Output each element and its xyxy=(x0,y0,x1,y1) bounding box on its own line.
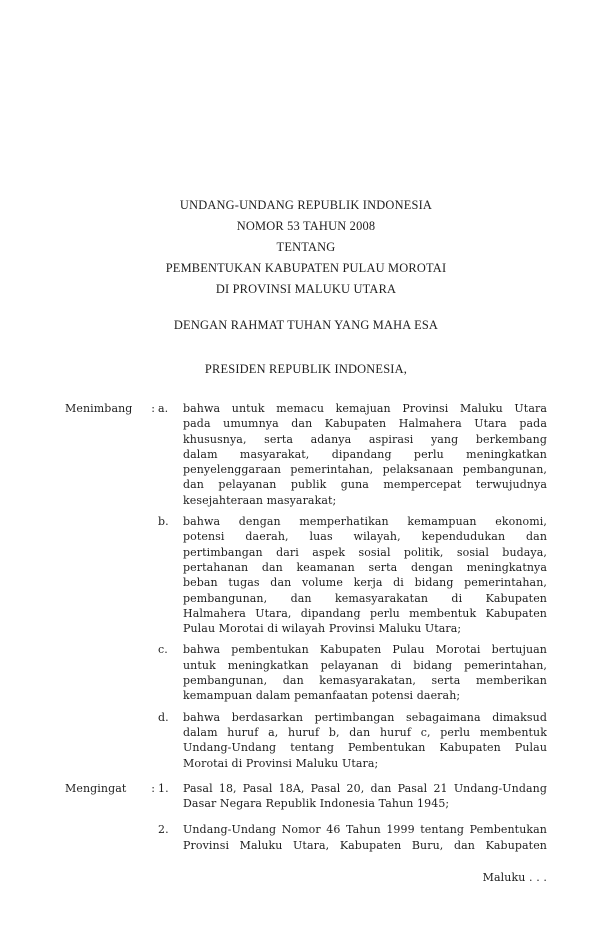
text-line: bahwa berdasarkan pertimbangan sebagaimana dimaksud xyxy=(183,710,547,724)
item-marker: b. xyxy=(158,515,169,529)
item-marker: c. xyxy=(158,643,168,657)
item-marker: 1. xyxy=(158,781,169,795)
text-line: khususnya, serta adanya aspirasi yang berkembang xyxy=(183,432,547,446)
text-line: untuk meningkatkan pelayanan di bidang pemerintahan, xyxy=(183,658,547,672)
item-text xyxy=(183,710,547,771)
text-line: pada umumnya dan Kabupaten Halmahera Utara pada xyxy=(183,417,547,431)
title-line-number-year: NOMOR 53 TAHUN 2008 xyxy=(236,219,376,233)
item-text xyxy=(183,514,547,636)
section-label-text: Mengingat xyxy=(65,781,127,795)
text-line: bahwa untuk memacu kemajuan Provinsi Maluku Utara xyxy=(183,402,547,415)
item-marker: 2. xyxy=(158,823,169,837)
text-line: pembangunan, dan kemasyarakatan di Kabupaten xyxy=(183,591,547,605)
text-line: Undang-Undang tentang Pembentukan Kabupaten Pulau xyxy=(183,741,547,755)
text-line: Pulau Morotai di wilayah Provinsi Maluku Utara; xyxy=(183,622,462,636)
item-text xyxy=(183,822,547,853)
title-line-province: DI PROVINSI MALUKU UTARA xyxy=(215,282,397,296)
text-line: bahwa pembentukan Kabupaten Pulau Morotai bertujuan xyxy=(183,643,547,657)
title-line-law-name: UNDANG-UNDANG REPUBLIK INDONESIA xyxy=(179,198,433,212)
document-body xyxy=(65,0,547,885)
text-line: Undang-Undang Nomor 46 Tahun 1999 tentang Pembentukan xyxy=(183,823,547,837)
text-line: dalam masyarakat, dipandang perlu meningkatkan xyxy=(183,447,547,461)
text-line: Pasal 18, Pasal 18A, Pasal 20, dan Pasal 21 Undang-Undang xyxy=(183,781,547,795)
item-text xyxy=(183,781,547,812)
consideration-item-a xyxy=(65,401,547,508)
text-line: beban tugas dan volume kerja di bidang pemerintahan, xyxy=(183,576,547,590)
item-marker: d. xyxy=(158,710,169,724)
consideration-item-c xyxy=(65,642,547,703)
section-label-text: Menimbang xyxy=(65,402,133,415)
section-label-menimbang xyxy=(65,401,158,416)
consideration-item-d xyxy=(65,710,547,771)
section-label-mengingat xyxy=(65,781,158,796)
authority-line: PRESIDEN REPUBLIK INDONESIA, xyxy=(204,362,408,376)
legal-basis-item-2 xyxy=(65,822,547,853)
text-line: Morotai di Provinsi Maluku Utara; xyxy=(183,756,379,770)
text-line: Provinsi Maluku Utara, Kabupaten Buru, dan Kabupaten xyxy=(183,838,547,852)
title-line-tentang: TENTANG xyxy=(276,240,336,254)
catchword: Maluku . . . xyxy=(482,871,547,885)
text-line: dan pelayanan publik guna mempercepat terwujudnya xyxy=(183,478,547,492)
text-line: dalam huruf a, huruf b, dan huruf c, perlu membentuk xyxy=(183,725,547,739)
legal-basis-item-1 xyxy=(65,781,547,812)
text-line: kesejahteraan masyarakat; xyxy=(183,493,337,507)
text-line: kemampuan dalam pemanfaatan potensi daerah; xyxy=(183,689,461,703)
section-label-colon: : xyxy=(151,781,155,795)
consideration-item-b xyxy=(65,514,547,636)
text-line: pembangunan, dan kemasyarakatan, serta memberikan xyxy=(183,674,547,688)
invocation-line: DENGAN RAHMAT TUHAN YANG MAHA ESA xyxy=(173,318,439,332)
text-line: penyelenggaraan pemerintahan, pelaksanaan pembangunan, xyxy=(183,463,547,477)
document-title xyxy=(65,195,547,300)
text-line: Dasar Negara Republik Indonesia Tahun 1945; xyxy=(183,797,450,811)
text-line: Halmahera Utara, dipandang perlu membentuk Kabupaten xyxy=(183,606,547,620)
section-label-colon: : xyxy=(151,402,155,415)
text-line: bahwa dengan memperhatikan kemampuan ekonomi, xyxy=(183,515,547,529)
text-line: pertimbangan dari aspek sosial politik, sosial budaya, xyxy=(183,545,547,559)
catchword-row xyxy=(65,870,547,885)
preambular-sections xyxy=(65,401,547,885)
item-marker: a. xyxy=(158,402,169,415)
item-text xyxy=(183,642,547,703)
title-line-subject: PEMBENTUKAN KABUPATEN PULAU MOROTAI xyxy=(165,261,447,275)
item-text xyxy=(183,401,547,508)
text-line: potensi daerah, luas wilayah, kependudukan dan xyxy=(183,530,547,544)
text-line: pertahanan dan keamanan serta dengan meningkatnya xyxy=(183,560,547,574)
